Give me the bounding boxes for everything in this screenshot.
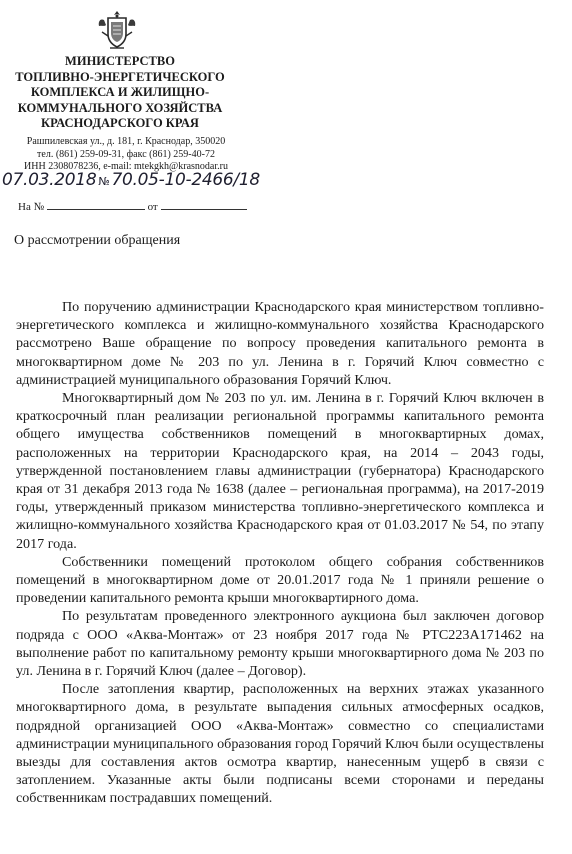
address-line: Рашпилевская ул., д. 181, г. Краснодар, 350020	[26, 136, 226, 147]
body-paragraph: Собственники помещений протоколом общего собрания собственников помещений в многоквартирном доме от 20.01.2017 года № 1 приняли решение о проведении капитального ремонта крыши многоквартирного дома.	[16, 553, 544, 607]
number-sign: №	[98, 175, 110, 188]
ministry-line: ТОПЛИВНО-ЭНЕРГЕТИЧЕСКОГО	[15, 69, 225, 84]
ministry-line: КРАСНОДАРСКОГО КРАЯ	[41, 116, 199, 130]
ref-from: от	[147, 201, 158, 213]
letter-body	[16, 298, 544, 808]
handwritten-number: 70.05-10-2466/18	[111, 170, 260, 190]
handwritten-registration	[2, 170, 260, 190]
phone-line: тел. (861) 259-09-31, факс (861) 259-40-72	[37, 148, 215, 160]
body-paragraph: По результатам проведенного электронного аукциона был заключен договор подряда с ООО «Аква-Монтаж» от 23 ноября 2017 года № РТС223А171462 на выполнение работ по капитальному ремонту крыши многоквартирного дома № 203 по ул. Ленина в г. Горячий Ключ (далее – Договор).	[16, 608, 544, 680]
inn-email-line: ИНН 2308078236, e-mail: mtekgkh@krasnodar.ru	[24, 161, 228, 173]
handwritten-date: 07.03.2018	[2, 170, 97, 190]
letter-subject: О рассмотрении обращения	[14, 233, 181, 248]
ref-prefix: На №	[18, 201, 45, 213]
ministry-address	[10, 136, 242, 174]
ministry-name	[10, 54, 230, 132]
coat-of-arms-emblem	[96, 8, 138, 52]
ref-date-blank	[161, 199, 247, 210]
body-paragraph: После затопления квартир, расположенных на верхних этажах указанного многоквартирного дома, в результате выпадения сильных атмосферных осадков, подрядной организацией ООО «Аква-Монтаж» совместно со специалистами администрации муниципального образования город Горячий Ключ были осуществлены выезды для составления актов осмотра квартир, нанесенным ущерб в связи с затоплением. Указанные акты были подписаны всеми сторонами и переданы собственникам пострадавших помещений.	[16, 681, 544, 807]
ministry-line: КОМПЛЕКСА И ЖИЛИЩНО-	[30, 85, 210, 99]
body-paragraph: Многоквартирный дом № 203 по ул. им. Ленина в г. Горячий Ключ включен в краткосрочный план реализации региональной программы капитального ремонта общего имущества собственников помещений в многоквартирных домах, расположенных на территории Краснодарского края, на 2014 – 2043 годы, утвержденной постановлением главы администрации (губернатора) Краснодарского края от 31 декабря 2013 года № 1638 (далее – региональная программа), на 2017-2019 годы, утвержденный приказом министерства топливно-энергетического комплекса и жилищно-коммунального хозяйства Краснодарского края от 01.03.2017 № 54, по этапу 2017 года.	[16, 390, 544, 552]
reference-line	[18, 199, 247, 213]
body-paragraph: По поручению администрации Краснодарского края министерством топливно-энергетического комплекса и жилищно-коммунального хозяйства Краснодарского рассмотрено Ваше обращение по вопросу проведения капитального ремонта в многоквартирном доме № 203 по ул. Ленина в г. Горячий Ключ совместно с администрацией муниципального образования Горячий Ключ.	[16, 299, 544, 388]
ref-number-blank	[47, 199, 145, 210]
ministry-line: МИНИСТЕРСТВО	[65, 54, 175, 68]
ministry-line: КОММУНАЛЬНОГО ХОЗЯЙСТВА	[17, 100, 223, 115]
